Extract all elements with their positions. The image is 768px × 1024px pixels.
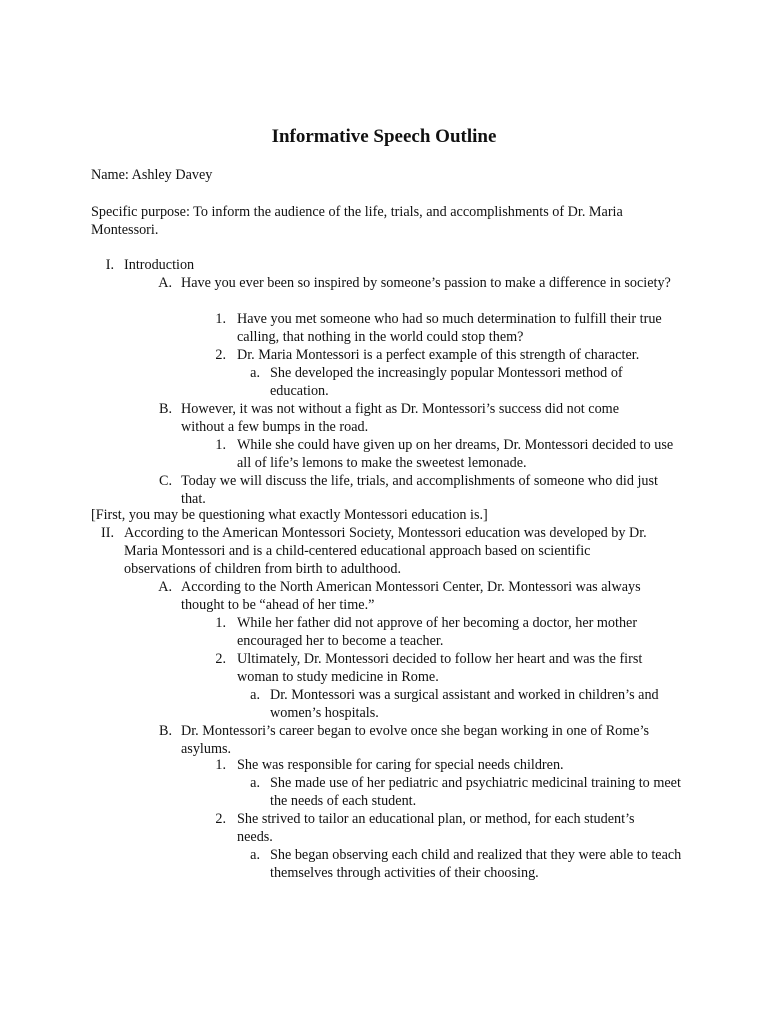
outline-marker-IIA: A. (158, 579, 172, 595)
outline-marker-IIB1: 1. (215, 757, 226, 773)
outline-item-IIB1: She was responsible for caring for special needs children. (237, 757, 564, 773)
outline-item-IIB1a: She made use of her pediatric and psychiatric medicinal training to meet the needs of each student. (270, 775, 681, 809)
outline-item-IIA2: Ultimately, Dr. Montessori decided to follow her heart and was the first woman to study medicine in Rome. (237, 651, 643, 685)
outline-item-IIA: According to the North American Montessori Center, Dr. Montessori was always thought to be “ahead of her time.” (181, 579, 641, 613)
outline-marker-IIA2: 2. (215, 651, 226, 667)
outline-item-IIA2a: Dr. Montessori was a surgical assistant and worked in children’s and women’s hospitals. (270, 687, 659, 721)
outline-marker-II: II. (101, 525, 114, 541)
outline-marker-IB1: 1. (215, 437, 226, 453)
purpose-line-1: Specific purpose: To inform the audience of the life, trials, and accomplishments of Dr. Maria (91, 204, 623, 220)
document-title: Informative Speech Outline (271, 126, 497, 147)
outline-item-IB1: While she could have given up on her dreams, Dr. Montessori decided to use all of life’s lemons to make the sweetest lemonade. (237, 437, 674, 471)
outline-item-IA1: Have you met someone who had so much determination to fulfill their true calling, that nothing in the world could stop them? (237, 311, 662, 345)
outline-item-introduction: Introduction (124, 257, 195, 273)
outline-item-IA2a: She developed the increasingly popular Montessori method of education. (270, 365, 623, 399)
purpose-line-2: Montessori. (91, 222, 159, 238)
outline-item-IIB: Dr. Montessori’s career began to evolve once she began working in one of Rome’s asylums. (181, 723, 650, 757)
outline-item-IIB2a: She began observing each child and realized that they were able to teach themselves through activities of their choosing. (270, 847, 682, 881)
outline-marker-I: I. (105, 257, 114, 273)
outline-item-II: According to the American Montessori Society, Montessori education was developed by Dr. Maria Montessori and is a child-centered educational approach based on scientific observations of children from birth to adulthood. (124, 525, 647, 577)
outline-marker-IIB2a: a. (250, 847, 260, 863)
name-line: Name: Ashley Davey (91, 167, 213, 183)
outline-marker-IA2: 2. (215, 347, 226, 363)
outline-marker-IIB: B. (158, 723, 172, 739)
outline-marker-IIA2a: a. (250, 687, 260, 703)
outline-marker-IA1: 1. (215, 311, 226, 327)
outline-item-IB: However, it was not without a fight as Dr. Montessori’s success did not come without a few bumps in the road. (181, 401, 619, 435)
outline-marker-IA2a: a. (250, 365, 260, 381)
outline-marker-IIB2: 2. (215, 811, 226, 827)
outline-marker-IB: B. (158, 401, 172, 417)
outline-item-IIA1: While her father did not approve of her becoming a doctor, her mother encouraged her to become a teacher. (237, 615, 638, 649)
outline-marker-IIB1a: a. (250, 775, 260, 791)
outline-marker-IC: C. (158, 473, 172, 489)
outline-item-IA: Have you ever been so inspired by someone’s passion to make a difference in society? (181, 275, 671, 291)
outline-item-IIB2: She strived to tailor an educational plan, or method, for each student’s needs. (237, 811, 635, 845)
outline-marker-IA: A. (158, 275, 172, 291)
outline-item-IC: Today we will discuss the life, trials, and accomplishments of someone who did just that. (181, 473, 658, 507)
transition-note: [First, you may be questioning what exactly Montessori education is.] (91, 507, 488, 523)
outline-item-IA2: Dr. Maria Montessori is a perfect example of this strength of character. (237, 347, 640, 363)
outline-marker-IIA1: 1. (215, 615, 226, 631)
